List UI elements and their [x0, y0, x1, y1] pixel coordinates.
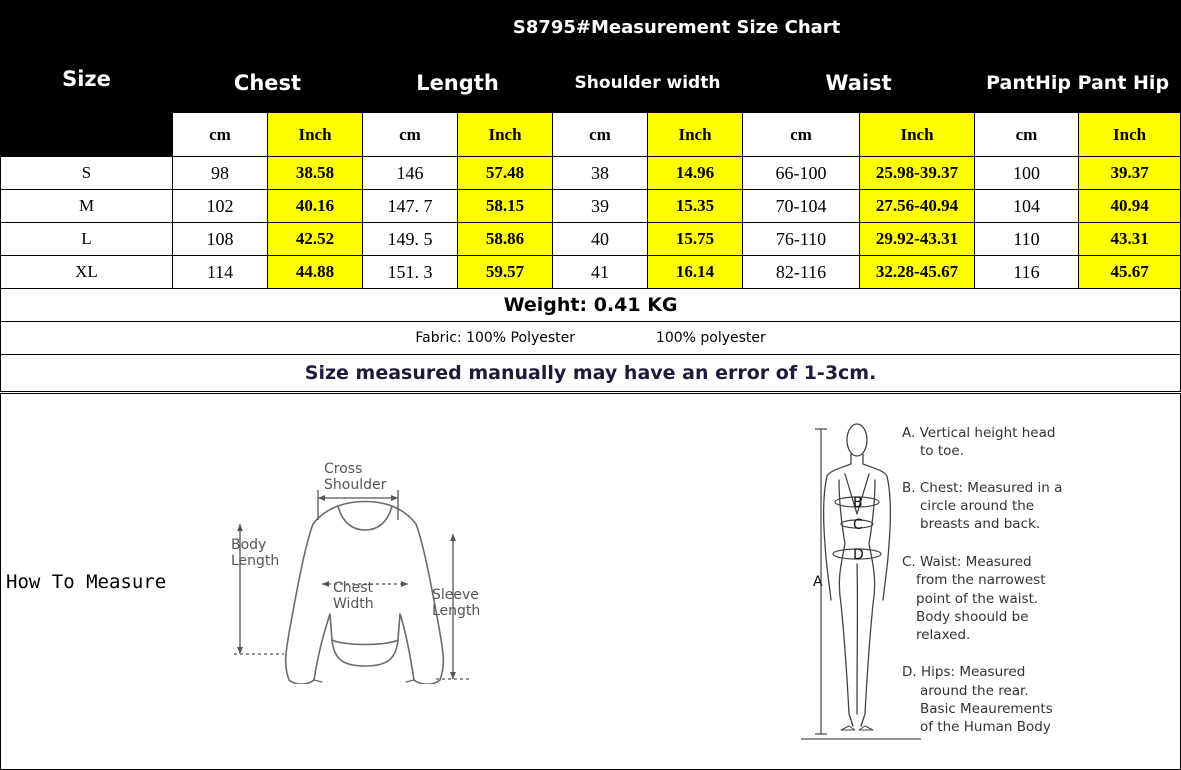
table-cell: 16.14 [648, 256, 743, 289]
table-row [1, 190, 1181, 223]
table-cell: 39 [553, 190, 648, 223]
table-cell: 40.16 [268, 190, 363, 223]
table-cell: 102 [173, 190, 268, 223]
size-label: M [1, 190, 173, 223]
column-header-waist: Waist [743, 54, 975, 113]
unit-inch: Inch [268, 113, 363, 157]
table-cell: 151. 3 [363, 256, 458, 289]
body-measurement-notes [899, 414, 1069, 744]
table-cell: 43.31 [1079, 223, 1181, 256]
column-header-shoulder-width: Shoulder width [553, 54, 743, 113]
note-d: around the rear. [920, 683, 1029, 699]
table-cell: 15.75 [648, 223, 743, 256]
note-d: Basic Meaurements [920, 701, 1053, 717]
table-cell: 29.92-43.31 [860, 223, 975, 256]
fabric-info: Fabric: 100% Polyester [415, 330, 576, 346]
fabric-info-row [1, 322, 1181, 355]
cross-shoulder-label: Cross [324, 461, 363, 477]
note-c: C. Waist: Measured [902, 554, 1032, 570]
table-cell: 25.98-39.37 [860, 157, 975, 190]
measure-letter-d: D [853, 547, 864, 563]
fabric-info-alt: 100% polyester [655, 330, 766, 346]
measure-letter-b: B [853, 495, 863, 511]
table-cell: 41 [553, 256, 648, 289]
unit-cm: cm [363, 113, 458, 157]
table-cell: 14.96 [648, 157, 743, 190]
table-cell: 59.57 [458, 256, 553, 289]
table-row [1, 223, 1181, 256]
how-to-measure-label: How To Measure [6, 571, 167, 593]
sleeve-length-label: Sleeve [432, 587, 479, 603]
table-cell: 39.37 [1079, 157, 1181, 190]
table-cell: 149. 5 [363, 223, 458, 256]
note-c: relaxed. [916, 627, 971, 643]
size-label: L [1, 223, 173, 256]
note-b: circle around the [920, 498, 1035, 514]
table-cell: 57.48 [458, 157, 553, 190]
table-cell: 116 [975, 256, 1079, 289]
unit-inch: Inch [458, 113, 553, 157]
note-d: of the Human Body [920, 719, 1051, 735]
unit-inch: Inch [860, 113, 975, 157]
column-header-length: Length [363, 54, 553, 113]
table-cell: 110 [975, 223, 1079, 256]
table-cell: 38 [553, 157, 648, 190]
table-cell: 146 [363, 157, 458, 190]
unit-cm: cm [553, 113, 648, 157]
note-c: point of the waist. [916, 591, 1039, 607]
table-cell: 66-100 [743, 157, 860, 190]
table-cell: 32.28-45.67 [860, 256, 975, 289]
table-cell: 44.88 [268, 256, 363, 289]
chart-title: S8795#Measurement Size Chart [173, 1, 1181, 54]
how-to-measure-section [0, 393, 1181, 770]
column-header-chest: Chest [173, 54, 363, 113]
note-a: to toe. [920, 443, 964, 459]
table-cell: 76-110 [743, 223, 860, 256]
weight-info: Weight: 0.41 KG [1, 289, 1181, 322]
table-cell: 42.52 [268, 223, 363, 256]
unit-cm: cm [173, 113, 268, 157]
table-cell: 98 [173, 157, 268, 190]
sleeve-length-label: Length [432, 603, 481, 619]
table-cell: 114 [173, 256, 268, 289]
unit-cm: cm [975, 113, 1079, 157]
table-cell: 58.86 [458, 223, 553, 256]
size-header-cell [1, 1, 173, 157]
table-cell: 108 [173, 223, 268, 256]
table-row [1, 157, 1181, 190]
table-cell: 40.94 [1079, 190, 1181, 223]
table-cell: 40 [553, 223, 648, 256]
unit-inch: Inch [648, 113, 743, 157]
table-cell: 45.67 [1079, 256, 1181, 289]
column-header-pant-hip: PantHip Pant Hip [975, 54, 1181, 113]
note-b: B. Chest: Measured in a [902, 480, 1063, 496]
head-outline [847, 424, 867, 456]
table-cell: 58.15 [458, 190, 553, 223]
size-label: S [1, 157, 173, 190]
note-c: Body shoould be [916, 609, 1029, 625]
sweater-measurement-diagram [226, 454, 496, 684]
unit-inch: Inch [1079, 113, 1181, 157]
note-a: A. Vertical height head [902, 425, 1056, 441]
measure-letter-a: A [813, 574, 823, 590]
measure-letter-c: C [853, 517, 863, 533]
size-header: Size [62, 66, 111, 91]
table-cell: 15.35 [648, 190, 743, 223]
size-label: XL [1, 256, 173, 289]
table-cell: 38.58 [268, 157, 363, 190]
chest-width-label: Chest [333, 580, 374, 596]
body-length-label: Body [231, 537, 267, 553]
note-b: breasts and back. [920, 516, 1041, 532]
table-cell: 104 [975, 190, 1079, 223]
note-d: D. Hips: Measured [902, 664, 1026, 680]
table-cell: 82-116 [743, 256, 860, 289]
table-cell: 27.56-40.94 [860, 190, 975, 223]
table-row [1, 256, 1181, 289]
table-cell: 100 [975, 157, 1079, 190]
note-c: from the narrowest [916, 572, 1046, 588]
table-cell: 70-104 [743, 190, 860, 223]
table-cell: 147. 7 [363, 190, 458, 223]
collar-outline [338, 506, 392, 530]
measurement-note: Size measured manually may have an error of 1-3cm. [1, 355, 1181, 392]
chest-width-label: Width [333, 596, 374, 612]
cross-shoulder-label: Shoulder [324, 477, 387, 493]
body-length-label: Length [231, 553, 280, 569]
unit-cm: cm [743, 113, 860, 157]
